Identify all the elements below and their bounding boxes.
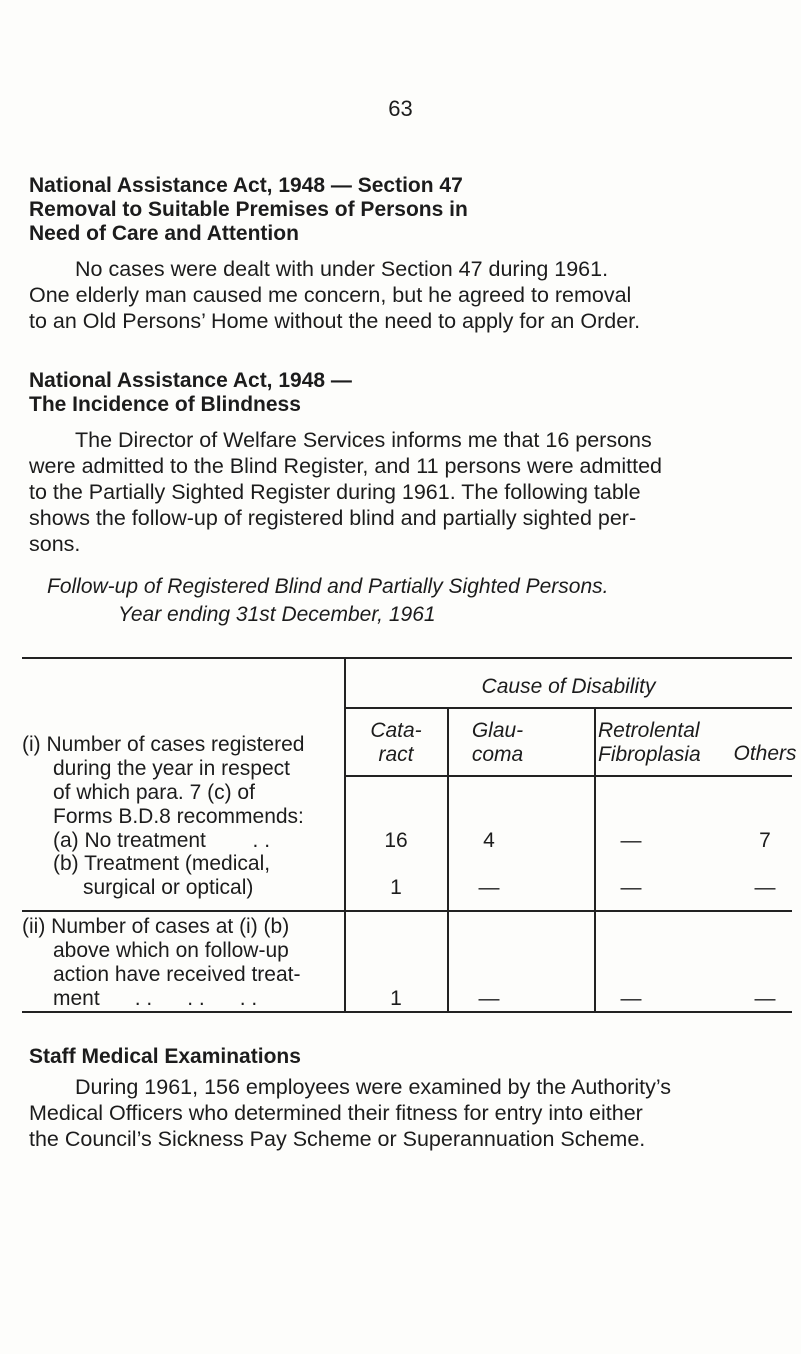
table-cell: — xyxy=(478,987,500,1010)
section-47-paragraph xyxy=(29,256,769,334)
column-header-line: ract xyxy=(378,743,414,766)
section-47-heading xyxy=(29,174,468,246)
group-header-rule xyxy=(345,707,792,709)
row-label-line: of which para. 7 (c) of xyxy=(53,781,255,804)
table-cell: 16 xyxy=(384,829,408,852)
staff-medical-heading: Staff Medical Examinations xyxy=(29,1045,301,1068)
paragraph-line: shows the follow-up of registered blind and partially sighted per- xyxy=(29,506,637,530)
row-label-line: surgical or optical) xyxy=(83,876,254,899)
paragraph-line: No cases were dealt with under Section 47 during 1961. xyxy=(75,257,609,281)
column-header-rule xyxy=(345,775,792,777)
paragraph-line: to an Old Persons’ Home without the need to apply for an Order. xyxy=(29,309,641,333)
row-a-label: (a) No treatment . . xyxy=(53,829,271,852)
row-ii-label xyxy=(22,915,300,1011)
column-header-retrolental xyxy=(598,719,728,767)
row-separator-rule xyxy=(22,910,792,912)
table-top-rule xyxy=(22,657,792,659)
staff-medical-paragraph xyxy=(29,1074,769,1152)
table-cell: — xyxy=(620,876,642,899)
row-i-label xyxy=(22,733,304,829)
paragraph-line: One elderly man caused me concern, but he agreed to removal xyxy=(29,283,632,307)
row-label-line: (ii) Number of cases at (i) (b) xyxy=(22,915,290,938)
paragraph-line: Medical Officers who determined their fitness for entry into either xyxy=(29,1101,643,1125)
table-cell: — xyxy=(754,987,776,1010)
row-label-line: Forms B.D.8 recommends: xyxy=(53,805,304,828)
table-cell: 7 xyxy=(759,829,771,852)
table-vertical-rule xyxy=(344,657,346,1011)
table-cell: 1 xyxy=(390,876,402,899)
row-label-line: during the year in respect xyxy=(53,757,290,780)
page-number: 63 xyxy=(388,96,413,121)
paragraph-line: The Director of Welfare Services informs me that 16 persons xyxy=(75,428,652,452)
column-header-line: Retrolental xyxy=(598,719,700,742)
group-header: Cause of Disability xyxy=(481,675,656,698)
table-vertical-rule xyxy=(447,707,449,1011)
row-label-line: (b) Treatment (medical, xyxy=(53,852,271,875)
table-cell: 1 xyxy=(390,987,402,1010)
table-cell: — xyxy=(754,876,776,899)
caption-line: Year ending 31st December, 1961 xyxy=(118,603,436,626)
heading-line: Need of Care and Attention xyxy=(29,222,299,245)
paragraph-line: to the Partially Sighted Register during 1961. The following table xyxy=(29,480,641,504)
column-header-line: coma xyxy=(471,743,524,766)
paragraph-line: the Council’s Sickness Pay Scheme or Superannuation Scheme. xyxy=(29,1127,646,1151)
table-bottom-rule xyxy=(22,1011,792,1013)
paragraph-line: were admitted to the Blind Register, and 11 persons were admitted xyxy=(29,454,663,478)
blindness-paragraph xyxy=(29,427,769,557)
column-header-others: Others xyxy=(733,742,797,765)
row-label-line: (i) Number of cases registered xyxy=(22,733,305,756)
table-vertical-rule xyxy=(594,707,596,1011)
table-cell: — xyxy=(478,876,500,899)
heading-line: Removal to Suitable Premises of Persons in xyxy=(29,198,468,221)
column-header-glaucoma xyxy=(449,719,546,767)
blindness-heading xyxy=(29,369,352,417)
caption-line: Follow-up of Registered Blind and Partially Sighted Persons. xyxy=(47,575,609,598)
heading-line: National Assistance Act, 1948 — Section 47 xyxy=(29,174,463,197)
table-cell: 4 xyxy=(483,829,495,852)
paragraph-line: sons. xyxy=(29,532,81,556)
heading-line: National Assistance Act, 1948 — xyxy=(29,369,352,392)
table-cell: — xyxy=(620,829,642,852)
row-label-line: above which on follow-up xyxy=(53,939,289,962)
column-header-cataract xyxy=(345,719,447,767)
column-header-line: Cata- xyxy=(370,719,422,742)
row-label-line: ment . . . . . . xyxy=(53,987,258,1010)
column-header-line: Glau- xyxy=(471,719,524,742)
heading-line: The Incidence of Blindness xyxy=(29,393,301,416)
row-label-line: action have received treat- xyxy=(53,963,301,986)
column-header-line: Fibroplasia xyxy=(598,743,701,766)
row-b-label xyxy=(53,852,270,900)
paragraph-line: During 1961, 156 employees were examined by the Authority’s xyxy=(75,1075,671,1099)
table-cell: — xyxy=(620,987,642,1010)
